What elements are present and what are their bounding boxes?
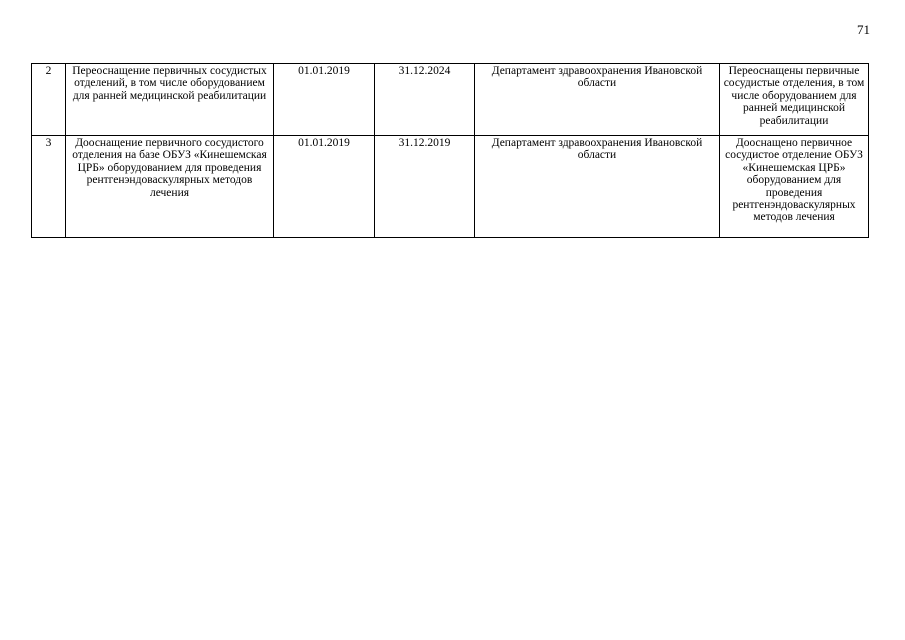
responsible-cell: Департамент здравоохранения Ивановской области — [475, 64, 720, 136]
row-number-cell: 2 — [32, 64, 66, 136]
result-cell: Переоснащены первичные сосудистые отделения, в том числе оборудованием для ранней медицинской реабилитации — [720, 64, 869, 136]
activities-table — [31, 63, 869, 238]
start-date-cell: 01.01.2019 — [274, 136, 375, 238]
result-cell: Дооснащено первичное сосудистое отделение ОБУЗ «Кинешемская ЦРБ» оборудованием для проведения рентгенэндоваскулярных методов лечения — [720, 136, 869, 238]
responsible-cell: Департамент здравоохранения Ивановской области — [475, 136, 720, 238]
start-date-cell: 01.01.2019 — [274, 64, 375, 136]
row-number-cell: 3 — [32, 136, 66, 238]
page-number: 71 — [857, 22, 870, 37]
end-date-cell: 31.12.2019 — [375, 136, 475, 238]
event-cell: Дооснащение первичного сосудистого отделения на базе ОБУЗ «Кинешемская ЦРБ» оборудованием для проведения рентгенэндоваскулярных методов лечения — [66, 136, 274, 238]
event-cell: Переоснащение первичных сосудистых отделений, в том числе оборудованием для ранней медицинской реабилитации — [66, 64, 274, 136]
end-date-cell: 31.12.2024 — [375, 64, 475, 136]
table-row — [32, 136, 869, 238]
table-row — [32, 64, 869, 136]
